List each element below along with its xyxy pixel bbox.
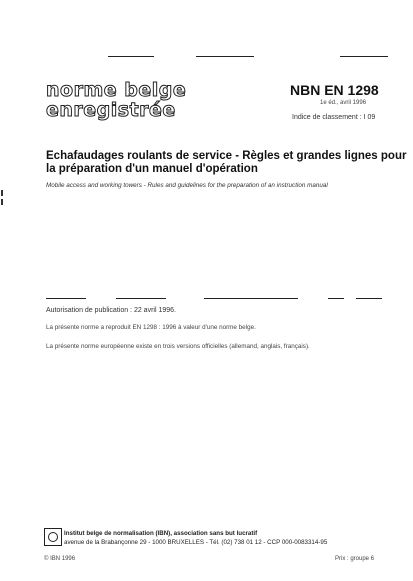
standard-number: NBN EN 1298: [290, 82, 379, 98]
top-rule-right: [340, 56, 388, 57]
scan-mark-1: [1, 190, 3, 196]
top-rule-left: [108, 56, 154, 57]
institute-name: Institut belge de normalisation (IBN), association sans but lucratif: [64, 530, 258, 537]
authorization-date: Autorisation de publication : 22 avril 1996.: [46, 307, 176, 314]
middle-rule-4: [328, 298, 344, 299]
middle-rule-2: [116, 298, 166, 299]
ibn-logo-icon: [44, 528, 62, 546]
price-group: Prix : groupe 6: [335, 556, 375, 562]
english-title: Mobile access and working towers - Rules and guidelines for the preparation of an instruction manual: [46, 182, 328, 189]
top-rule-middle: [196, 56, 254, 57]
copyright: © IBN 1996: [44, 556, 76, 562]
institute-address: avenue de la Brabançonne 29 - 1000 BRUXELLES - Tél. (02) 738 01 12 - CCP 000-0083314-95: [64, 539, 328, 546]
edition: 1e éd., avril 1996: [320, 100, 367, 106]
french-title-line1: Echafaudages roulants de service - Règles et grandes lignes pour: [46, 150, 407, 162]
norm-type-title-line1: norme belge: [46, 79, 187, 101]
classification-index: Indice de classement : I 09: [292, 114, 376, 121]
norm-type-title-line2: enregistrée: [46, 99, 176, 121]
middle-rule-5: [356, 298, 382, 299]
reproduction-statement: La présente norme a reproduit EN 1298 : 1996 à valeur d'une norme belge.: [46, 324, 256, 331]
language-versions-statement: La présente norme européenne existe en trois versions officielles (allemand, anglais, français).: [46, 343, 310, 350]
middle-rule-1: [46, 298, 86, 299]
french-title-line2: la préparation d'un manuel d'opération: [46, 163, 258, 175]
scan-mark-2: [1, 199, 3, 205]
middle-rule-3: [204, 298, 298, 299]
